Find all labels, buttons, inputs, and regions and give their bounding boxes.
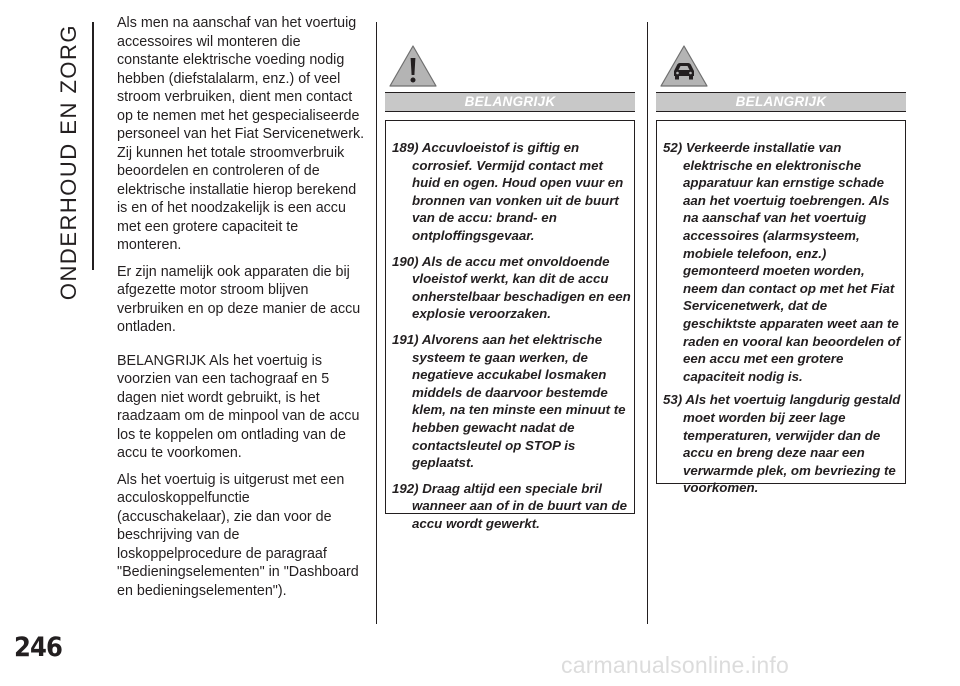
column-divider [376, 22, 377, 624]
body-text-column [117, 14, 365, 608]
paragraph-accessories: Als men na aanschaf van het voertuig accessoires wil monteren die constante elektrische voeding nodig hebben (diefstalalarm, enz.) of veel stroom verbruiken, dient men contact op te nemen met het gespecialiseerde personeel van het Fiat Servicenetwerk. Zij kunnen het totale stroomverbruik beoordelen en controleren of de elektrische installatie hierop berekend is en of het noodzakelijk is een accu met een grotere capaciteit te monteren. [117, 15, 365, 253]
page-number: 246 [14, 632, 63, 663]
section-title: ONDERHOUD EN ZORG [56, 24, 81, 301]
warning-item: 52) Verkeerde installatie van elektrische en elektronische apparatuur kan ernstige schade aan het voertuig toebrengen. Als na aanschaf van het voertuig accessoires (alarmsysteem, mobiele telefoon, enz.) gemonteerd moeten worden, neem dan contact op met het Fiat Servicenetwerk, dat de geschiktste apparaten weet aan te raden en vooral kan beoordelen of een accu met een grotere capaciteit nodig is. [663, 140, 901, 384]
paragraph-tachograph: BELANGRIJK Als het voertuig is voorzien van een tachograaf en 5 dagen niet wordt gebruikt, is het raadzaam om de minpool van de accu los te koppelen om ontlading van de accu te voorkomen. [117, 352, 360, 461]
warning-item: 53) Als het voertuig langdurig gestald moet worden bij zeer lage temperaturen, verwijder dan de accu en breng deze naar een verwarmde plek, om bevriezing te voorkomen. [663, 392, 901, 496]
warning-item: 190) Als de accu met onvoldoende vloeistof werkt, kan dit de accu onherstelbaar beschadigen en een explosie veroorzaken. [392, 253, 631, 322]
warning-header: BELANGRIJK [385, 92, 635, 112]
warning-header: BELANGRIJK [656, 92, 906, 112]
column-divider [647, 22, 648, 624]
watermark: carmanualsonline.info [561, 652, 789, 678]
warning-box-installation [656, 120, 906, 496]
exclamation-warning-icon [388, 44, 438, 88]
car-warning-icon [659, 44, 709, 88]
warning-box-battery [385, 120, 635, 531]
paragraph-standby-drain: Er zijn namelijk ook apparaten die bij afgezette motor stroom blijven verbruiken en op deze manier de accu ontladen. [117, 263, 361, 335]
warning-item: 189) Accuvloeistof is giftig en corrosief. Vermijd contact met huid en ogen. Houd open vuur en bronnen van vonken uit de buurt van de accu: brand- en ontploffingsgevaar. [392, 140, 624, 243]
section-title-rule [92, 22, 94, 270]
warning-item: 192) Draag altijd een speciale bril wanneer aan of in de buurt van de accu wordt gewerkt. [392, 480, 628, 531]
warning-item: 191) Alvorens aan het elektrische systeem te gaan werken, de negatieve accukabel losmaken middels de daarvoor bestemde klem, na ten minste een minuut te hebben gewacht nadat de contactsleutel op STOP is geplaatst. [392, 331, 626, 471]
paragraph-battery-switch: Als het voertuig is uitgerust met een acculoskoppelfunctie (accuschakelaar), zie dan voor de beschrijving van de loskoppelprocedure de paragraaf "Bedieningselementen" in "Dashboard en bedieningselementen"). [117, 471, 359, 599]
